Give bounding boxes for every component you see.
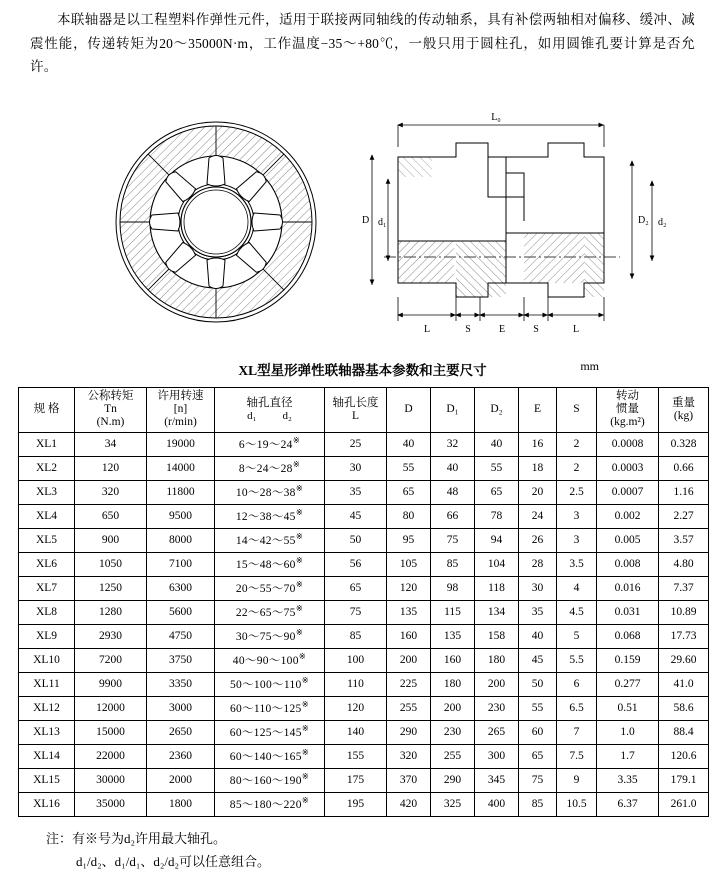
cell-length: 75 <box>325 600 387 624</box>
cell-S: 5.5 <box>557 648 597 672</box>
cell-D2: 104 <box>475 552 519 576</box>
cell-torque: 9900 <box>75 672 147 696</box>
dim-L0-label: L₀ <box>491 111 501 123</box>
cell-weight: 4.80 <box>659 552 709 576</box>
cell-length: 25 <box>325 432 387 456</box>
cell-speed: 2360 <box>147 744 215 768</box>
cell-bore: 80～160～190※ <box>215 768 325 792</box>
cell-inertia: 1.0 <box>597 720 659 744</box>
coupling-end-view-drawing <box>106 115 326 330</box>
cell-D1: 135 <box>431 624 475 648</box>
cell-inertia: 0.51 <box>597 696 659 720</box>
cell-E: 40 <box>519 624 557 648</box>
figure-area <box>18 93 707 353</box>
table-row <box>19 768 709 792</box>
max-bore-star-marker: ※ <box>295 603 304 614</box>
cell-length: 30 <box>325 456 387 480</box>
cell-weight: 29.60 <box>659 648 709 672</box>
cell-D2: 400 <box>475 792 519 816</box>
cell-spec: XL10 <box>19 648 75 672</box>
cell-D2: 78 <box>475 504 519 528</box>
cell-D1: 180 <box>431 672 475 696</box>
header-weight <box>659 387 709 432</box>
max-bore-star-marker: ※ <box>301 771 310 782</box>
cell-E: 18 <box>519 456 557 480</box>
header-inertia-l1: 转动 <box>616 390 639 403</box>
cell-D: 160 <box>387 624 431 648</box>
cell-weight: 179.1 <box>659 768 709 792</box>
table-row <box>19 480 709 504</box>
header-torque <box>75 387 147 432</box>
cell-D1: 98 <box>431 576 475 600</box>
cell-weight: 0.66 <box>659 456 709 480</box>
cell-speed: 7100 <box>147 552 215 576</box>
table-row <box>19 432 709 456</box>
dim-d2-label: d₂ <box>658 216 667 228</box>
cell-speed: 6300 <box>147 576 215 600</box>
cell-E: 16 <box>519 432 557 456</box>
cell-speed: 19000 <box>147 432 215 456</box>
header-len-l1: 轴孔长度 <box>332 396 379 409</box>
cell-length: 56 <box>325 552 387 576</box>
max-bore-star-marker: ※ <box>301 699 309 710</box>
cell-inertia: 0.0003 <box>597 456 659 480</box>
max-bore-star-marker: ※ <box>301 723 310 734</box>
cell-E: 85 <box>519 792 557 816</box>
table-row <box>19 696 709 720</box>
header-bore-diameter <box>215 387 325 432</box>
cell-S: 3 <box>557 528 597 552</box>
table-row <box>19 672 709 696</box>
cell-speed: 3000 <box>147 696 215 720</box>
max-bore-star-marker: ※ <box>292 435 301 446</box>
cell-bore: 8～24～28※ <box>215 456 325 480</box>
cell-D1: 200 <box>431 696 475 720</box>
cell-speed: 11800 <box>147 480 215 504</box>
cell-D: 135 <box>387 600 431 624</box>
intro-text: 本联轴器是以工程塑料作弹性元件，适用于联接两同轴线的传动轴系，具有补偿两轴相对偏移、缓冲、减震性能，传递转矩为20～35000N·m，工作温度−35～+80℃，一般只用于圆柱孔，如用圆锥孔要计算是否允许。 <box>30 12 695 75</box>
cell-S: 6 <box>557 672 597 696</box>
cell-spec: XL6 <box>19 552 75 576</box>
cell-E: 35 <box>519 600 557 624</box>
cell-E: 60 <box>519 720 557 744</box>
max-bore-star-marker: ※ <box>295 531 304 542</box>
cell-torque: 1280 <box>75 600 147 624</box>
dim-S-right-label: S <box>533 323 539 335</box>
header-weight-l1: 重量 <box>672 396 695 409</box>
header-D1: D₁ <box>431 387 475 432</box>
cell-inertia: 0.068 <box>597 624 659 648</box>
cell-length: 45 <box>325 504 387 528</box>
cell-spec: XL2 <box>19 456 75 480</box>
cell-D2: 118 <box>475 576 519 600</box>
cell-D: 95 <box>387 528 431 552</box>
cell-inertia: 0.002 <box>597 504 659 528</box>
header-torque-l3: (N.m) <box>96 416 125 429</box>
cell-E: 45 <box>519 648 557 672</box>
cell-torque: 34 <box>75 432 147 456</box>
cell-D1: 40 <box>431 456 475 480</box>
cell-spec: XL15 <box>19 768 75 792</box>
cell-E: 26 <box>519 528 557 552</box>
cell-torque: 120 <box>75 456 147 480</box>
cell-inertia: 0.0007 <box>597 480 659 504</box>
dim-E-label: E <box>498 323 506 335</box>
cell-bore: 50～100～110※ <box>215 672 325 696</box>
cell-D: 225 <box>387 672 431 696</box>
table-header-row <box>19 387 709 432</box>
cell-weight: 88.4 <box>659 720 709 744</box>
header-D2: D₂ <box>475 387 519 432</box>
dim-L-left-label: L <box>423 323 431 335</box>
max-bore-star-marker: ※ <box>301 675 309 686</box>
cell-S: 7 <box>557 720 597 744</box>
header-bore-label: 轴孔直径 <box>246 396 293 409</box>
cell-spec: XL4 <box>19 504 75 528</box>
cell-torque: 650 <box>75 504 147 528</box>
table-body <box>19 432 709 816</box>
cell-length: 85 <box>325 624 387 648</box>
cell-S: 3.5 <box>557 552 597 576</box>
cell-weight: 41.0 <box>659 672 709 696</box>
max-bore-star-marker: ※ <box>295 483 304 494</box>
cell-D2: 94 <box>475 528 519 552</box>
table-row <box>19 792 709 816</box>
cell-S: 7.5 <box>557 744 597 768</box>
cell-D: 55 <box>387 456 431 480</box>
header-bore-length <box>325 387 387 432</box>
header-len-l2: L <box>351 409 360 422</box>
cell-length: 175 <box>325 768 387 792</box>
cell-spec: XL12 <box>19 696 75 720</box>
cell-weight: 261.0 <box>659 792 709 816</box>
header-torque-l2: Tn <box>104 403 117 416</box>
cell-torque: 22000 <box>75 744 147 768</box>
header-bore-d2: d₂ <box>282 410 292 423</box>
header-bore-d1: d₁ <box>247 410 257 423</box>
cell-spec: XL11 <box>19 672 75 696</box>
table-title <box>18 359 707 379</box>
table-row <box>19 504 709 528</box>
header-inertia-l3: (kg.m²) <box>610 416 645 429</box>
table-row <box>19 624 709 648</box>
dim-D2-label: D₂ <box>638 214 649 226</box>
cell-weight: 3.57 <box>659 528 709 552</box>
cell-S: 10.5 <box>557 792 597 816</box>
cell-D2: 134 <box>475 600 519 624</box>
header-spec <box>19 387 75 432</box>
header-torque-l1: 公称转矩 <box>87 390 134 403</box>
cell-weight: 120.6 <box>659 744 709 768</box>
cell-weight: 1.16 <box>659 480 709 504</box>
cell-length: 110 <box>325 672 387 696</box>
max-bore-star-marker: ※ <box>295 579 304 590</box>
cell-bore: 20～55～70※ <box>215 576 325 600</box>
cell-D: 40 <box>387 432 431 456</box>
cell-D1: 325 <box>431 792 475 816</box>
max-bore-star-marker: ※ <box>301 747 310 758</box>
cell-torque: 7200 <box>75 648 147 672</box>
cell-S: 5 <box>557 624 597 648</box>
cell-length: 100 <box>325 648 387 672</box>
cell-E: 30 <box>519 576 557 600</box>
cell-spec: XL9 <box>19 624 75 648</box>
cell-bore: 15～48～60※ <box>215 552 325 576</box>
cell-D: 290 <box>387 720 431 744</box>
cell-bore: 60～125～145※ <box>215 720 325 744</box>
max-bore-star-marker: ※ <box>298 651 307 662</box>
cell-D1: 160 <box>431 648 475 672</box>
cell-torque: 1050 <box>75 552 147 576</box>
cell-S: 2.5 <box>557 480 597 504</box>
dim-S-left-label: S <box>465 323 471 335</box>
cell-torque: 12000 <box>75 696 147 720</box>
cell-bore: 85～180～220※ <box>215 792 325 816</box>
cell-inertia: 0.277 <box>597 672 659 696</box>
table-row <box>19 720 709 744</box>
table-row <box>19 648 709 672</box>
header-speed-l2: [n] <box>173 403 188 416</box>
max-bore-star-marker: ※ <box>292 459 301 470</box>
cell-E: 20 <box>519 480 557 504</box>
cell-S: 4.5 <box>557 600 597 624</box>
cell-spec: XL16 <box>19 792 75 816</box>
header-E: E <box>519 387 557 432</box>
dim-L-right-label: L <box>572 323 580 335</box>
cell-D: 420 <box>387 792 431 816</box>
note-line-1: 注：有※号为d₂许用最大轴孔。 <box>46 830 227 846</box>
table-row <box>19 600 709 624</box>
cell-torque: 15000 <box>75 720 147 744</box>
cell-inertia: 0.008 <box>597 552 659 576</box>
cell-torque: 30000 <box>75 768 147 792</box>
cell-D1: 32 <box>431 432 475 456</box>
cell-torque: 2930 <box>75 624 147 648</box>
cell-inertia: 0.0008 <box>597 432 659 456</box>
cell-D: 320 <box>387 744 431 768</box>
cell-speed: 2650 <box>147 720 215 744</box>
cell-length: 65 <box>325 576 387 600</box>
table-title-text: XL型星形弹性联轴器基本参数和主要尺寸 <box>238 362 487 378</box>
dim-d1-label: d₁ <box>378 216 387 228</box>
cell-bore: 60～110～125※ <box>215 696 325 720</box>
cell-D: 105 <box>387 552 431 576</box>
table-row <box>19 552 709 576</box>
cell-bore: 30～75～90※ <box>215 624 325 648</box>
cell-inertia: 0.159 <box>597 648 659 672</box>
cell-inertia: 3.35 <box>597 768 659 792</box>
table-row <box>19 744 709 768</box>
cell-speed: 5600 <box>147 600 215 624</box>
cell-inertia: 0.031 <box>597 600 659 624</box>
cell-E: 75 <box>519 768 557 792</box>
cell-S: 9 <box>557 768 597 792</box>
cell-D: 255 <box>387 696 431 720</box>
cell-length: 35 <box>325 480 387 504</box>
table-unit-label: mm <box>580 358 599 373</box>
header-S: S <box>557 387 597 432</box>
cell-E: 50 <box>519 672 557 696</box>
note-line-2: d₁/d₂、d₁/d₁、d₂/d₂可以任意组合。 <box>76 854 271 870</box>
cell-weight: 58.6 <box>659 696 709 720</box>
cell-length: 50 <box>325 528 387 552</box>
header-inertia-l2: 惯量 <box>616 403 639 416</box>
cell-D1: 230 <box>431 720 475 744</box>
cell-D: 370 <box>387 768 431 792</box>
cell-speed: 14000 <box>147 456 215 480</box>
cell-weight: 0.328 <box>659 432 709 456</box>
cell-D2: 158 <box>475 624 519 648</box>
cell-D2: 300 <box>475 744 519 768</box>
cell-inertia: 0.016 <box>597 576 659 600</box>
cell-D1: 48 <box>431 480 475 504</box>
table-row <box>19 576 709 600</box>
cell-speed: 2000 <box>147 768 215 792</box>
cell-bore: 12～38～45※ <box>215 504 325 528</box>
cell-E: 24 <box>519 504 557 528</box>
header-D: D <box>387 387 431 432</box>
cell-D1: 75 <box>431 528 475 552</box>
max-bore-star-marker: ※ <box>295 555 304 566</box>
cell-spec: XL14 <box>19 744 75 768</box>
table-notes <box>46 827 707 874</box>
cell-weight: 7.37 <box>659 576 709 600</box>
cell-inertia: 1.7 <box>597 744 659 768</box>
cell-S: 2 <box>557 432 597 456</box>
cell-length: 195 <box>325 792 387 816</box>
intro-paragraph <box>18 0 707 79</box>
max-bore-star-marker: ※ <box>295 627 304 638</box>
cell-bore: 10～28～38※ <box>215 480 325 504</box>
header-speed-l1: 许用转速 <box>157 390 204 403</box>
cell-speed: 8000 <box>147 528 215 552</box>
cell-length: 155 <box>325 744 387 768</box>
cell-bore: 40～90～100※ <box>215 648 325 672</box>
header-speed-l3: (r/min) <box>164 416 197 429</box>
cell-spec: XL1 <box>19 432 75 456</box>
header-weight-l2: (kg) <box>673 409 694 422</box>
max-bore-star-marker: ※ <box>301 795 310 806</box>
cell-inertia: 6.37 <box>597 792 659 816</box>
cell-E: 65 <box>519 744 557 768</box>
table-row <box>19 456 709 480</box>
cell-D2: 40 <box>475 432 519 456</box>
specifications-table <box>18 387 709 817</box>
cell-E: 55 <box>519 696 557 720</box>
cell-torque: 900 <box>75 528 147 552</box>
cell-bore: 22～65～75※ <box>215 600 325 624</box>
cell-D2: 345 <box>475 768 519 792</box>
cell-torque: 35000 <box>75 792 147 816</box>
cell-spec: XL3 <box>19 480 75 504</box>
cell-speed: 9500 <box>147 504 215 528</box>
cell-D2: 265 <box>475 720 519 744</box>
cell-D1: 85 <box>431 552 475 576</box>
cell-D: 65 <box>387 480 431 504</box>
cell-D1: 255 <box>431 744 475 768</box>
cell-D: 200 <box>387 648 431 672</box>
cell-spec: XL7 <box>19 576 75 600</box>
cell-speed: 3750 <box>147 648 215 672</box>
cell-D: 120 <box>387 576 431 600</box>
header-speed <box>147 387 215 432</box>
dim-D-label: D <box>362 214 370 226</box>
cell-D: 80 <box>387 504 431 528</box>
table-row <box>19 528 709 552</box>
cell-weight: 2.27 <box>659 504 709 528</box>
cell-torque: 320 <box>75 480 147 504</box>
cell-E: 28 <box>519 552 557 576</box>
cell-bore: 6～19～24※ <box>215 432 325 456</box>
cell-bore: 60～140～165※ <box>215 744 325 768</box>
cell-spec: XL5 <box>19 528 75 552</box>
cell-D1: 115 <box>431 600 475 624</box>
cell-length: 140 <box>325 720 387 744</box>
cell-S: 4 <box>557 576 597 600</box>
coupling-section-view-drawing <box>338 101 725 336</box>
cell-D1: 290 <box>431 768 475 792</box>
cell-D2: 200 <box>475 672 519 696</box>
cell-spec: XL13 <box>19 720 75 744</box>
cell-S: 3 <box>557 504 597 528</box>
cell-length: 120 <box>325 696 387 720</box>
cell-inertia: 0.005 <box>597 528 659 552</box>
max-bore-star-marker: ※ <box>295 507 304 518</box>
cell-speed: 3350 <box>147 672 215 696</box>
cell-D2: 55 <box>475 456 519 480</box>
cell-torque: 1250 <box>75 576 147 600</box>
cell-speed: 1800 <box>147 792 215 816</box>
cell-weight: 10.89 <box>659 600 709 624</box>
cell-D2: 180 <box>475 648 519 672</box>
cell-bore: 14～42～55※ <box>215 528 325 552</box>
cell-S: 6.5 <box>557 696 597 720</box>
cell-weight: 17.73 <box>659 624 709 648</box>
cell-speed: 4750 <box>147 624 215 648</box>
header-spec-label: 规 格 <box>33 403 60 416</box>
cell-spec: XL8 <box>19 600 75 624</box>
cell-S: 2 <box>557 456 597 480</box>
cell-D1: 66 <box>431 504 475 528</box>
header-inertia <box>597 387 659 432</box>
cell-D2: 230 <box>475 696 519 720</box>
cell-D2: 65 <box>475 480 519 504</box>
